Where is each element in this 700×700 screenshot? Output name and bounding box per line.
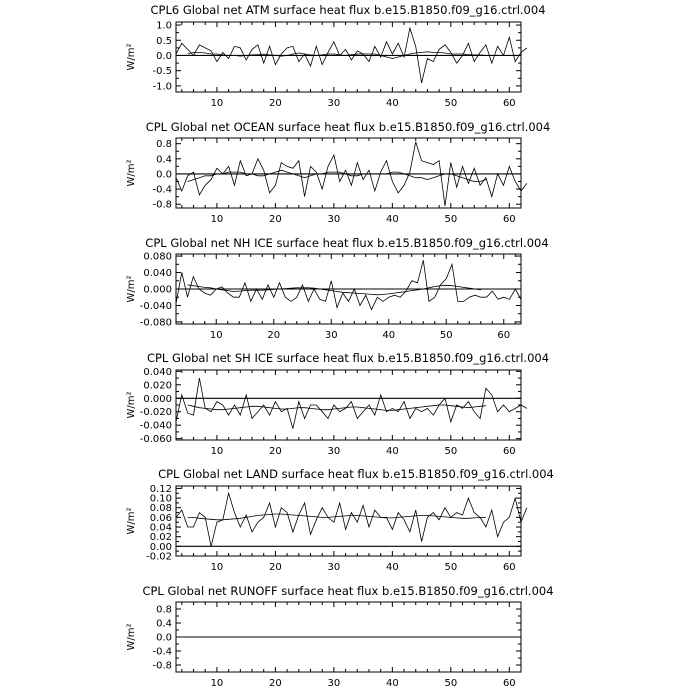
series-line-annual: [176, 493, 527, 546]
x-tick-label: 40: [385, 562, 399, 573]
x-tick-label: 30: [327, 446, 341, 457]
x-tick-label: 50: [444, 562, 458, 573]
x-tick-label: 20: [269, 678, 282, 689]
y-tick-label: 0.040: [143, 268, 172, 280]
chart-panel: [126, 351, 549, 457]
y-tick-label: 0.0: [156, 169, 172, 181]
y-tick-label: -0.8: [152, 199, 172, 211]
x-tick-label: 50: [444, 98, 458, 109]
chart-title: CPL Global net RUNOFF surface heat flux b.e15.B1850.f09_g16.ctrl.004: [142, 584, 554, 598]
y-tick-label: 0.10: [149, 493, 172, 505]
y-tick-label: 0.4: [156, 618, 172, 630]
x-tick-label: 10: [210, 562, 224, 573]
x-tick-label: 30: [327, 678, 341, 689]
y-tick-label: -0.040: [139, 420, 172, 432]
x-tick-label: 40: [385, 678, 399, 689]
x-tick-label: 40: [385, 446, 399, 457]
y-tick-label: -0.4: [152, 184, 172, 196]
x-tick-label: 50: [444, 446, 458, 457]
y-tick-label: 0.8: [156, 604, 172, 616]
y-tick-label: 0.12: [149, 483, 172, 495]
y-axis-label: W/m²: [126, 623, 137, 651]
y-tick-label: -0.080: [139, 317, 172, 329]
y-axis-label: W/m²: [126, 275, 137, 303]
y-tick-label: -0.02: [146, 551, 172, 563]
series-line-annual: [176, 260, 521, 309]
y-tick-label: 0.8: [156, 139, 172, 151]
chart-panel: [126, 467, 554, 573]
y-tick-label: 0.08: [149, 503, 172, 515]
x-tick-label: 20: [269, 214, 282, 225]
x-tick-label: 50: [444, 678, 458, 689]
y-tick-label: -0.040: [139, 300, 172, 312]
x-tick-label: 10: [209, 330, 223, 341]
chart-panel: [126, 584, 554, 689]
chart-title: CPL Global net LAND surface heat flux b.e15.B1850.f09_g16.ctrl.004: [158, 467, 554, 481]
y-tick-label: -0.060: [139, 434, 172, 446]
x-tick-label: 20: [269, 446, 282, 457]
y-axis-label: W/m²: [126, 159, 137, 187]
x-tick-label: 30: [324, 330, 338, 341]
chart-title: CPL Global net NH ICE surface heat flux b.e15.B1850.f09_g16.ctrl.004: [145, 236, 549, 250]
y-tick-label: -0.5: [152, 66, 172, 78]
y-tick-label: 0.4: [156, 154, 172, 166]
x-tick-label: 60: [497, 330, 511, 341]
y-tick-label: -0.4: [152, 646, 172, 658]
x-tick-label: 60: [502, 678, 516, 689]
x-tick-label: 20: [267, 330, 281, 341]
y-tick-label: 0.000: [143, 393, 172, 405]
y-tick-label: 0.040: [143, 366, 172, 378]
chart-panel: [126, 120, 550, 225]
x-tick-label: 60: [502, 214, 516, 225]
plot-frame: [176, 22, 521, 92]
x-tick-label: 10: [210, 214, 224, 225]
x-tick-label: 30: [327, 98, 341, 109]
x-tick-label: 10: [210, 98, 224, 109]
chart-title: CPL Global net SH ICE surface heat flux b.e15.B1850.f09_g16.ctrl.004: [146, 351, 550, 365]
x-tick-label: 30: [327, 562, 341, 573]
y-tick-label: -1.0: [152, 81, 172, 93]
x-tick-label: 50: [444, 214, 458, 225]
y-axis-label: W/m²: [126, 391, 137, 419]
y-tick-label: 0.080: [143, 251, 172, 263]
y-tick-label: 1.0: [156, 20, 172, 32]
chart-panel: [126, 236, 549, 341]
y-tick-label: 0.5: [156, 35, 172, 47]
y-axis-label: W/m²: [126, 507, 137, 535]
y-tick-label: 0.020: [143, 380, 172, 392]
y-tick-label: 0.06: [149, 512, 172, 524]
y-tick-label: -0.020: [139, 407, 172, 419]
plot-frame: [176, 138, 521, 208]
y-tick-label: 0.04: [149, 522, 172, 534]
x-tick-label: 40: [382, 330, 396, 341]
series-line-smoothed: [188, 405, 486, 410]
y-tick-label: -0.8: [152, 660, 172, 672]
x-tick-label: 10: [210, 678, 224, 689]
series-line-annual: [176, 378, 527, 429]
chart-panel: [126, 3, 546, 109]
x-tick-label: 40: [385, 98, 399, 109]
x-tick-label: 40: [385, 214, 399, 225]
y-tick-label: 0.000: [143, 284, 172, 296]
chart-title: CPL6 Global net ATM surface heat flux b.e15.B1850.f09_g16.ctrl.004: [150, 3, 546, 17]
x-tick-label: 10: [210, 446, 224, 457]
x-tick-label: 60: [502, 562, 516, 573]
x-tick-label: 20: [269, 98, 282, 109]
x-tick-label: 50: [439, 330, 453, 341]
x-tick-label: 30: [327, 214, 341, 225]
y-tick-label: 0.02: [149, 532, 172, 544]
chart-title: CPL Global net OCEAN surface heat flux b.e15.B1850.f09_g16.ctrl.004: [145, 120, 551, 134]
y-tick-label: 0.0: [156, 632, 172, 644]
x-tick-label: 20: [269, 562, 282, 573]
y-tick-label: 0.00: [149, 541, 172, 553]
y-tick-label: 0.0: [156, 50, 172, 62]
x-tick-label: 60: [502, 446, 516, 457]
x-tick-label: 60: [502, 98, 516, 109]
y-axis-label: W/m²: [126, 43, 137, 71]
